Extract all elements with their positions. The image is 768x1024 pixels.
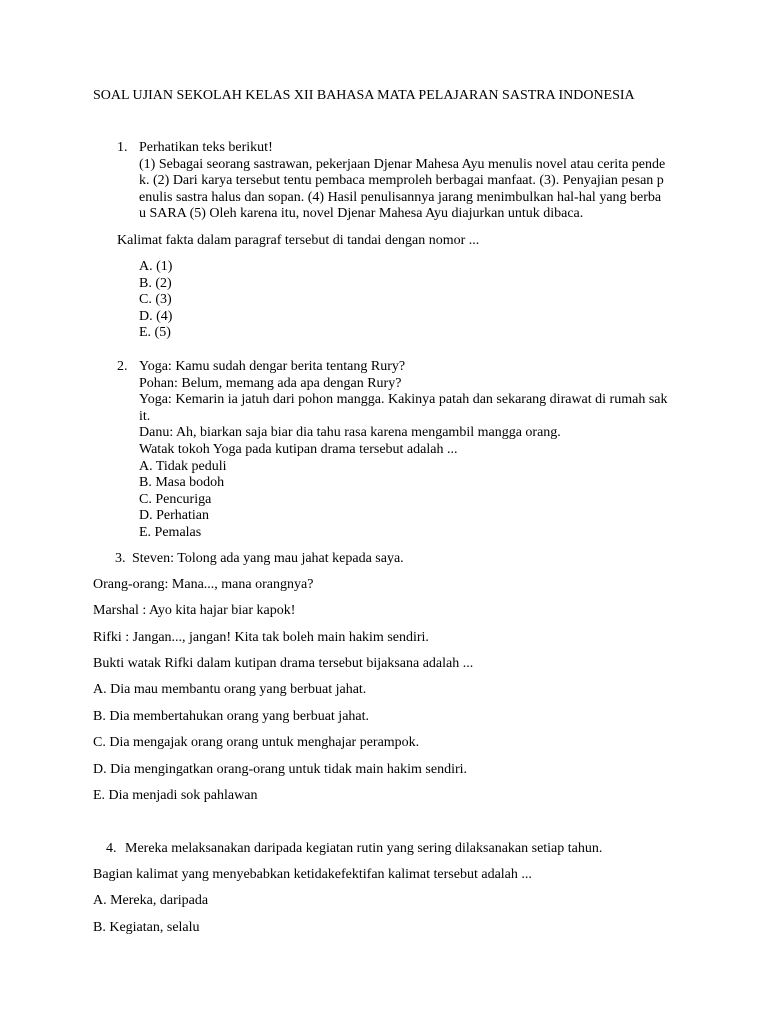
question-1-prompt: Perhatikan teks berikut! xyxy=(139,140,273,155)
question-1-passage-line: (1) Sebagai seorang sastrawan, pekerjaan Djenar Mahesa Ayu menulis novel atau cerita pende xyxy=(139,156,666,172)
question-4-first-line: Mereka melaksanakan daripada kegiatan rutin yang sering dilaksanakan setiap tahun. xyxy=(125,841,603,856)
question-1-passage-line: k. (2) Dari karya tersebut tentu pembaca memproleh berbagai manfaat. (3). Penyajian pesan p xyxy=(139,173,664,189)
question-3-line: Orang-orang: Mana..., mana orangnya? xyxy=(93,577,314,592)
question-2-option-b: B. Masa bodoh xyxy=(139,475,225,491)
question-1-option-a: A. (1) xyxy=(139,259,173,274)
question-4-number: 4. xyxy=(106,841,117,856)
question-3-option-c: C. Dia mengajak orang orang untuk menghajar perampok. xyxy=(93,735,420,750)
question-3-option-a: A. Dia mau membantu orang yang berbuat jahat. xyxy=(93,682,367,697)
question-2-dialogue-line: Pohan: Belum, memang ada apa dengan Rury? xyxy=(139,375,402,391)
question-3-option-d: D. Dia mengingatkan orang-orang untuk tidak main hakim sendiri. xyxy=(93,762,468,777)
question-4-option-b: B. Kegiatan, selalu xyxy=(93,920,200,935)
question-2-dialogue-line: it. xyxy=(139,408,151,424)
question-3-option-b: B. Dia membertahukan orang yang berbuat jahat. xyxy=(93,709,370,724)
question-1-passage-line: enulis sastra halus dan sopan. (4) Hasil penulisannya jarang menimbulkan hal-hal yang berba xyxy=(139,189,662,205)
question-2-dialogue-line: Yoga: Kemarin ia jatuh dari pohon mangga. Kakinya patah dan sekarang dirawat di rumah sak xyxy=(139,392,668,408)
question-2-option-a: A. Tidak peduli xyxy=(139,458,227,474)
question-1-option-c: C. (3) xyxy=(139,292,172,308)
question-3-line: Rifki : Jangan..., jangan! Kita tak boleh main hakim sendiri. xyxy=(93,630,429,645)
question-2-option-e: E. Pemalas xyxy=(139,524,202,540)
question-2-option-c: C. Pencuriga xyxy=(139,491,212,507)
question-3-question: Bukti watak Rifki dalam kutipan drama tersebut bijaksana adalah ... xyxy=(93,656,474,671)
question-1-option-e: E. (5) xyxy=(139,325,171,341)
question-1-options xyxy=(139,259,679,342)
question-1-option-b: B. (2) xyxy=(139,275,172,291)
question-2-dialogue-line: Yoga: Kamu sudah dengar berita tentang Rury? xyxy=(139,359,406,374)
question-2-dialogue-line: Danu: Ah, biarkan saja biar dia tahu rasa karena mengambil mangga orang. xyxy=(139,425,561,441)
question-2-number: 2. xyxy=(117,359,128,374)
question-4-question: Bagian kalimat yang menyebabkan ketidakefektifan kalimat tersebut adalah ... xyxy=(93,867,532,882)
question-1-option-d: D. (4) xyxy=(139,308,173,324)
question-2-body xyxy=(139,359,679,542)
question-4-option-a: A. Mereka, daripada xyxy=(93,893,209,908)
question-1-passage-line: u SARA (5) Oleh karena itu, novel Djenar Mahesa Ayu diajurkan untuk dibaca. xyxy=(139,206,584,222)
question-3-line: Marshal : Ayo kita hajar biar kapok! xyxy=(93,603,296,618)
question-1-question: Kalimat fakta dalam paragraf tersebut di tandai dengan nomor ... xyxy=(117,233,480,248)
question-1-body xyxy=(139,140,679,223)
question-3-first-line: Steven: Tolong ada yang mau jahat kepada saya. xyxy=(132,551,404,566)
question-3-number: 3. xyxy=(115,551,126,566)
question-2-question: Watak tokoh Yoga pada kutipan drama tersebut adalah ... xyxy=(139,441,458,457)
page-title: SOAL UJIAN SEKOLAH KELAS XII BAHASA MATA PELAJARAN SASTRA INDONESIA xyxy=(93,88,635,103)
question-2-option-d: D. Perhatian xyxy=(139,508,209,524)
question-1-number: 1. xyxy=(117,140,128,155)
question-3-option-e: E. Dia menjadi sok pahlawan xyxy=(93,788,258,803)
